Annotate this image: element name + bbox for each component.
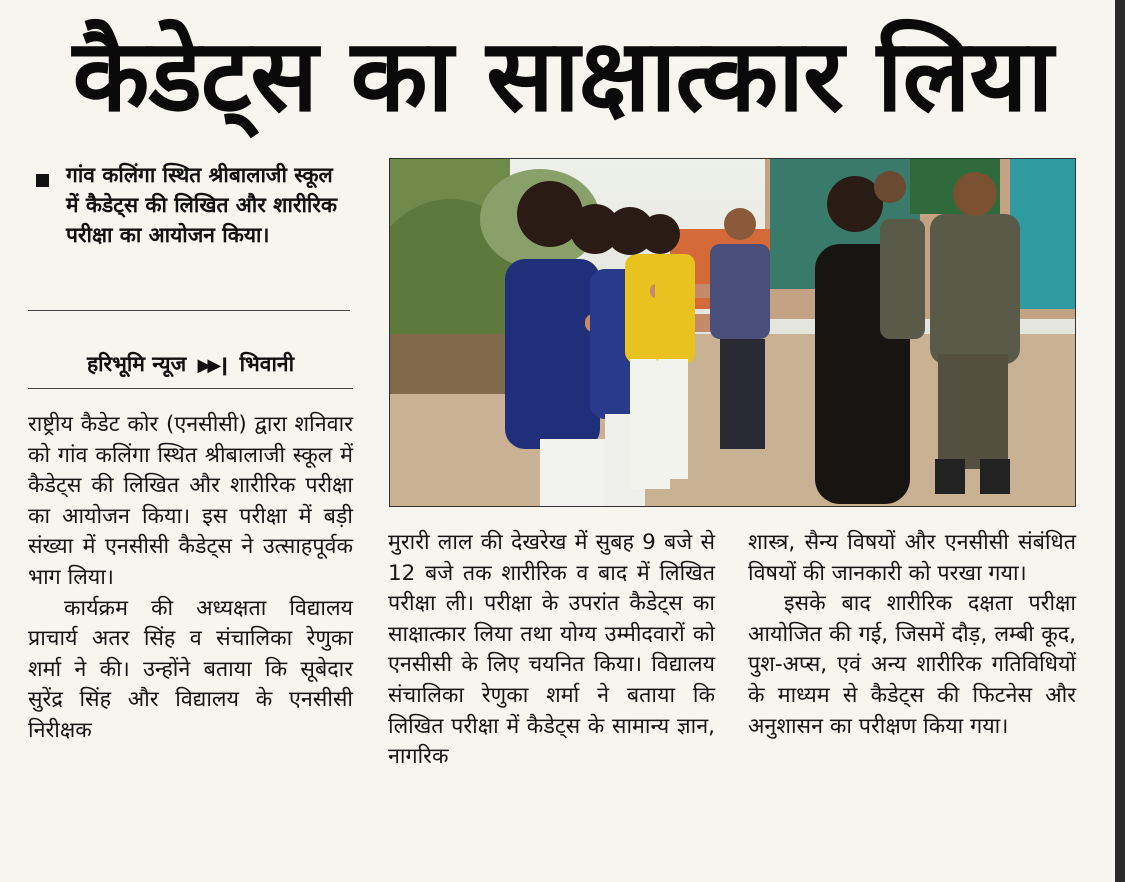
paragraph: इसके बाद शारीरिक दक्षता परीक्षा आयोजित की गई, जिसमें दौड़, लम्बी कूद, पुश-अप्स, एवं अन्य शारीरिक गतिविधियों के माध्यम से कैडेट्स की फिटनेस और अनुशासन का परीक्षण किया गया। <box>748 591 1076 739</box>
byline-location: भिवानी <box>239 352 295 376</box>
byline-source: हरिभूमि न्यूज <box>86 352 187 376</box>
cadets-photo-illustration <box>390 159 1075 506</box>
paragraph: राष्ट्रीय कैडेट कोर (एनसीसी) द्वारा शनिवार को गांव कलिंगा स्थित श्रीबालाजी स्कूल में कैडेट्स की लिखित और शारीरिक परीक्षा का आयोजन किया। इस परीक्षा में बड़ी संख्या में एनसीसी कैडेट्स ने उत्साहपूर्वक भाग लिया। <box>28 412 353 590</box>
byline <box>28 346 353 382</box>
article-column-1 <box>28 410 353 747</box>
page-edge <box>1115 0 1125 882</box>
divider <box>28 310 350 311</box>
highlight-box <box>28 160 350 250</box>
divider <box>28 388 353 389</box>
paragraph: कार्यक्रम की अध्यक्षता विद्यालय प्राचार्य अतर सिंह व संचालिका रेणुका शर्मा ने की। उन्होंने बताया कि सूबेदार सुरेंद्र सिंह और विद्यालय के एनसीसी निरीक्षक <box>28 595 353 743</box>
bullet-square-icon <box>36 174 49 187</box>
article-column-2 <box>388 528 715 773</box>
highlight-text: गांव कलिंगा स्थित श्रीबालाजी स्कूल में कैडेट्स की लिखित और शारीरिक परीक्षा का आयोजन किया। <box>66 163 338 247</box>
article-column-3 <box>748 528 1076 742</box>
headline: कैडेट्स का साक्षात्कार लिया <box>72 17 1053 134</box>
paragraph: मुरारी लाल की देखरेख में सुबह 9 बजे से 12 बजे तक शारीरिक व बाद में लिखित परीक्षा ली। परीक्षा के उपरांत कैडेट्स का साक्षात्कार लिया तथा योग्य उम्मीदवारों को एनसीसी के लिए चयनित किया। विद्यालय संचालिका रेणुका शर्मा ने बताया कि लिखित परीक्षा में कैडेट्स के सामान्य ज्ञान, नागरिक <box>388 530 715 770</box>
paragraph: शास्त्र, सैन्य विषयों और एनसीसी संबंधित विषयों की जानकारी को परखा गया। <box>748 530 1076 586</box>
news-photo <box>389 158 1076 507</box>
fast-forward-icon: ▶▶❙ <box>197 355 229 376</box>
